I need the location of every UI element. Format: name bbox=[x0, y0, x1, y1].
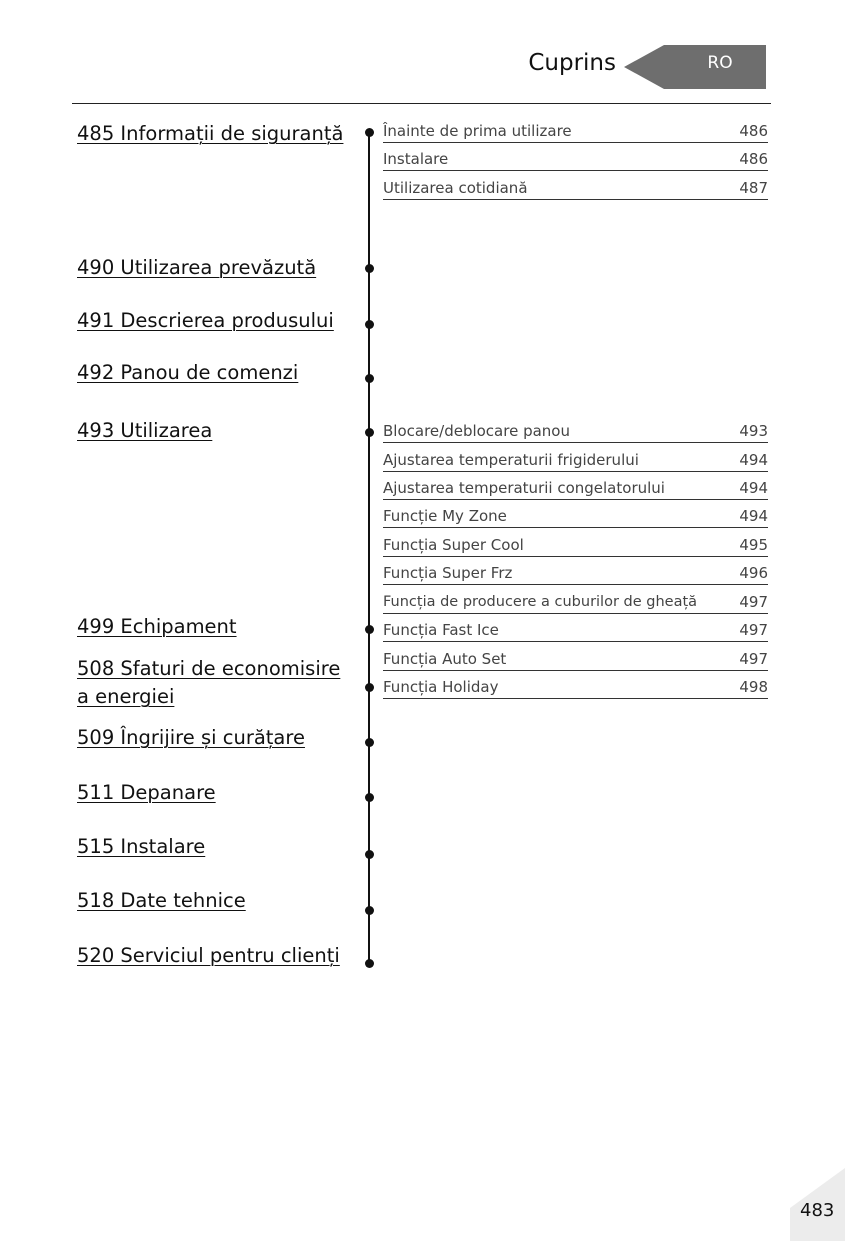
timeline-dot bbox=[365, 906, 374, 915]
timeline-dot bbox=[365, 320, 374, 329]
timeline-dot bbox=[365, 959, 374, 968]
toc-chapter-control-panel[interactable]: 492 Panou de comenzi bbox=[77, 361, 299, 384]
toc-chapter-product-description[interactable]: 491 Descrierea produsului bbox=[77, 309, 334, 332]
timeline-dot bbox=[365, 683, 374, 692]
timeline-dot bbox=[365, 428, 374, 437]
toc-chapter-troubleshooting[interactable]: 511 Depanare bbox=[77, 781, 216, 804]
toc-chapter-usage[interactable]: 493 Utilizarea bbox=[77, 419, 213, 442]
toc-subsection[interactable]: Blocare/deblocare panou 493 bbox=[383, 420, 768, 443]
toc-subsection[interactable]: Ajustarea temperaturii frigiderului 494 bbox=[383, 449, 768, 472]
toc-subsection[interactable]: Funcția Super Cool 495 bbox=[383, 534, 768, 557]
timeline-dot bbox=[365, 850, 374, 859]
page-number: 483 bbox=[800, 1200, 835, 1221]
header-divider bbox=[72, 103, 771, 104]
toc-chapter-energy-saving[interactable]: 508 Sfaturi de economisire a energiei bbox=[77, 657, 341, 708]
toc-subsection[interactable]: Instalare 486 bbox=[383, 148, 768, 171]
timeline-dot bbox=[365, 374, 374, 383]
toc-subsection[interactable]: Funcția Holiday 498 bbox=[383, 676, 768, 699]
toc-chapter-safety[interactable]: 485 Informații de siguranță bbox=[77, 122, 344, 145]
language-label: RO bbox=[707, 53, 733, 73]
language-tab bbox=[624, 45, 766, 89]
page-title: Cuprins bbox=[528, 50, 616, 76]
toc-subsection[interactable]: Utilizarea cotidiană 487 bbox=[383, 177, 768, 200]
toc-subsection[interactable]: Funcția Fast Ice 497 bbox=[383, 619, 768, 642]
timeline-dot bbox=[365, 264, 374, 273]
toc-chapter-care-cleaning[interactable]: 509 Îngrijire și curățare bbox=[77, 726, 305, 749]
toc-chapter-installation[interactable]: 515 Instalare bbox=[77, 835, 206, 858]
toc-subsection[interactable]: Funcția Auto Set 497 bbox=[383, 648, 768, 671]
timeline-dot bbox=[365, 625, 374, 634]
toc-subsection[interactable]: Funcție My Zone 494 bbox=[383, 505, 768, 528]
timeline-line bbox=[368, 131, 370, 965]
toc-subsection[interactable]: Funcția Super Frz 496 bbox=[383, 562, 768, 585]
toc-subsection[interactable]: Ajustarea temperaturii congelatorului 494 bbox=[383, 477, 768, 500]
timeline-dot bbox=[365, 793, 374, 802]
toc-chapter-equipment[interactable]: 499 Echipament bbox=[77, 615, 237, 638]
toc-chapter-intended-use[interactable]: 490 Utilizarea prevăzută bbox=[77, 256, 317, 279]
toc-chapter-technical-data[interactable]: 518 Date tehnice bbox=[77, 889, 246, 912]
toc-chapter-customer-service[interactable]: 520 Serviciul pentru clienți bbox=[77, 944, 340, 967]
timeline-dot bbox=[365, 128, 374, 137]
toc-subsection[interactable]: Funcția de producere a cuburilor de gheață 497 bbox=[383, 591, 768, 614]
timeline-dot bbox=[365, 738, 374, 747]
toc-subsection[interactable]: Înainte de prima utilizare 486 bbox=[383, 120, 768, 143]
